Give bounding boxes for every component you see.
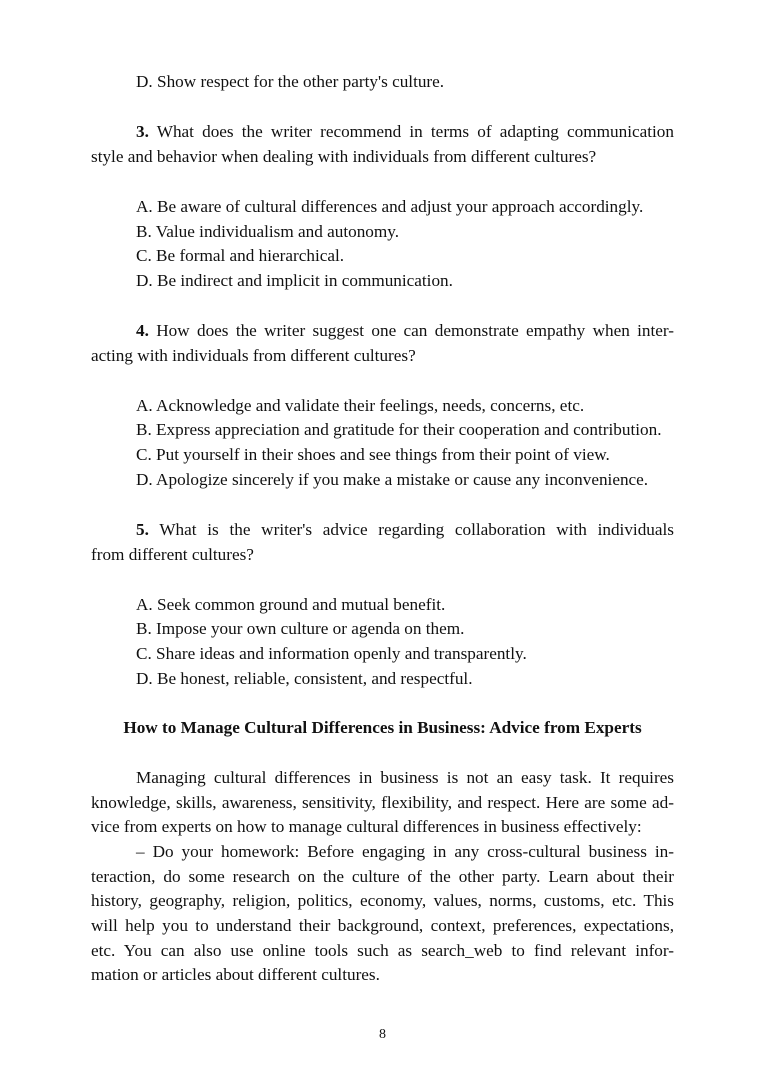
q5-option-b: B. Impose your own culture or agenda on them. xyxy=(136,619,465,638)
q5-text-line1: What is the writer's advice regarding collaboration with individuals xyxy=(159,520,674,539)
homework-line-1: – Do your homework: Before engaging in any cross-cultural business in- xyxy=(136,842,674,861)
q4-question-line2: acting with individuals from different cultures? xyxy=(91,346,416,365)
q4-option-d: D. Apologize sincerely if you make a mistake or cause any inconvenience. xyxy=(136,470,649,489)
q3-number: 3. xyxy=(136,122,149,141)
q5-option-c: C. Share ideas and information openly and transparently. xyxy=(136,644,527,663)
q3-text-line1: What does the writer recommend in terms of adapting communication xyxy=(156,122,674,141)
q4-number: 4. xyxy=(136,321,149,340)
q3-option-d: D. Be indirect and implicit in communication. xyxy=(136,271,453,290)
page-number: 8 xyxy=(379,1027,386,1042)
homework-line-5: etc. You can also use online tools such as search_web to find relevant infor- xyxy=(91,941,674,960)
q5-question-line2: from different cultures? xyxy=(91,545,254,564)
homework-line-3: history, geography, religion, politics, economy, values, norms, customs, etc. This xyxy=(91,891,674,910)
q3-option-a: A. Be aware of cultural differences and adjust your approach accordingly. xyxy=(136,197,644,216)
q2-option-d: D. Show respect for the other party's culture. xyxy=(136,72,445,91)
intro-line-3: vice from experts on how to manage cultural differences in business effectively: xyxy=(91,817,642,836)
q3-option-c: C. Be formal and hierarchical. xyxy=(136,246,345,265)
q3-question-line1 xyxy=(136,120,674,145)
q4-option-a: A. Acknowledge and validate their feelings, needs, concerns, etc. xyxy=(136,396,585,415)
q4-text-line1: How does the writer suggest one can demonstrate empathy when inter- xyxy=(156,321,675,340)
q4-option-c: C. Put yourself in their shoes and see things from their point of view. xyxy=(136,445,610,464)
q4-option-b: B. Express appreciation and gratitude for their cooperation and contribution. xyxy=(136,420,662,439)
intro-line-1: Managing cultural differences in business is not an easy task. It requires xyxy=(136,768,674,787)
q5-number: 5. xyxy=(136,520,149,539)
homework-line-6: mation or articles about different cultures. xyxy=(91,965,380,984)
q3-option-b: B. Value individualism and autonomy. xyxy=(136,222,400,241)
homework-line-4: will help you to understand their background, context, preferences, expectations, xyxy=(91,916,674,935)
q5-question-line1 xyxy=(136,518,674,543)
intro-line-2: knowledge, skills, awareness, sensitivity, flexibility, and respect. Here are some ad- xyxy=(91,793,674,812)
homework-line-2: teraction, do some research on the culture of the other party. Learn about their xyxy=(91,867,674,886)
q3-question-line2: style and behavior when dealing with individuals from different cultures? xyxy=(91,147,597,166)
article-heading: How to Manage Cultural Differences in Business: Advice from Experts xyxy=(123,718,642,737)
q4-question-line1 xyxy=(136,319,674,344)
q5-option-d: D. Be honest, reliable, consistent, and respectful. xyxy=(136,669,473,688)
q5-option-a: A. Seek common ground and mutual benefit. xyxy=(136,595,446,614)
